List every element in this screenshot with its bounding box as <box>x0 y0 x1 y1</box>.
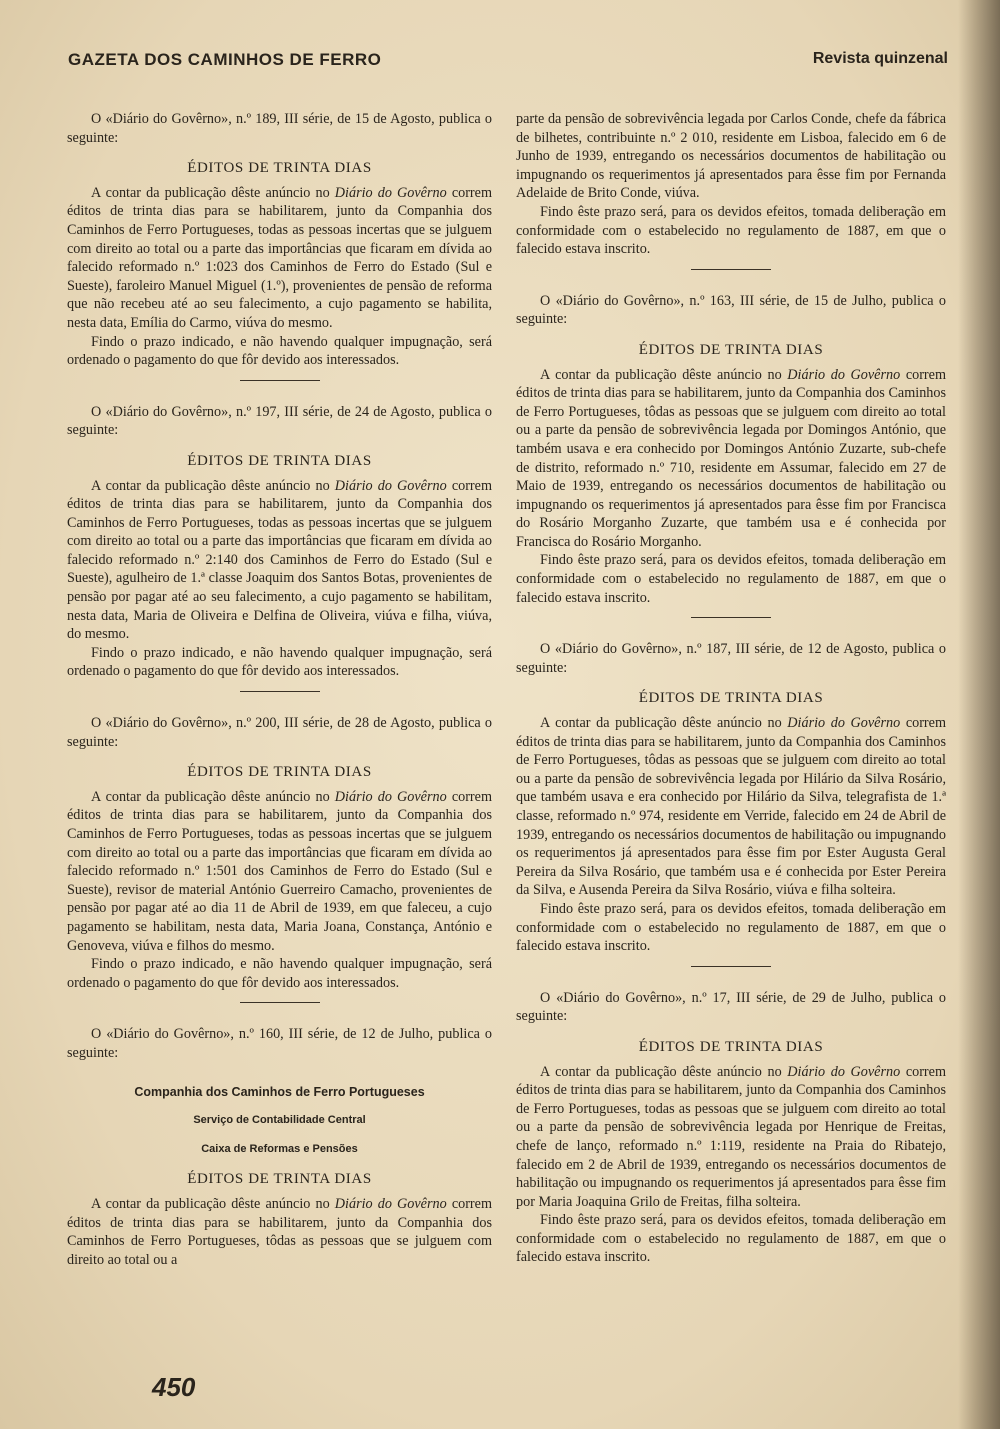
notice-intro: O «Diário do Govêrno», n.º 163, III série, de 15 de Julho, publica o seguinte: <box>516 292 946 328</box>
notice-closing: Findo êste prazo será, para os devidos efeitos, tomada deliberação em conformidade com o estabelecido no regulamento de 1887, em que o falecido estava inscrito. <box>516 203 946 258</box>
separator-rule <box>240 691 320 692</box>
notice-200 <box>67 714 492 992</box>
notice-163 <box>516 292 946 608</box>
separator-rule <box>691 966 771 967</box>
notice-title: ÉDITOS DE TRINTA DIAS <box>187 1171 372 1188</box>
separator-rule <box>691 617 771 618</box>
notice-closing: Findo êste prazo será, para os devidos efeitos, tomada deliberação em conformidade com o estabelecido no regulamento de 1887, em que o falecido estava inscrito. <box>516 900 946 955</box>
notice-body: parte da pensão de sobrevivência legada por Carlos Conde, chefe da fábrica de bilhetes, contribuinte n.º 2 010, residente em Lisboa, falecido em 6 de Junho de 1939, entregando os necessários documentos de habilitação ou impugnando os requerimentos já apresentados para êsse fim por Fernanda Adelaide de Brito Conde, viúva. <box>516 111 946 202</box>
separator-rule <box>240 380 320 381</box>
notice-intro: O «Diário do Govêrno», n.º 197, III série, de 24 de Agosto, publica o seguinte: <box>67 403 492 439</box>
notice-closing: Findo o prazo indicado, e não havendo qualquer impugnação, será ordenado o pagamento do que fôr devido aos interessados. <box>67 644 492 680</box>
notice-closing: Findo o prazo indicado, e não havendo qualquer impugnação, será ordenado o pagamento do que fôr devido aos interessados. <box>67 956 492 991</box>
notice-closing: Findo o prazo indicado, e não havendo qualquer impugnação, será ordenado o pagamento do que fôr devido aos interessados. <box>67 333 492 369</box>
journal-frequency: Revista quinzenal <box>812 50 948 67</box>
notice-intro: O «Diário do Govêrno», n.º 200, III série, de 28 de Agosto, publica o seguinte: <box>67 715 492 750</box>
notice-title: ÉDITOS DE TRINTA DIAS <box>638 690 824 707</box>
right-column <box>516 110 946 1267</box>
separator-rule <box>240 1002 320 1003</box>
notice-title: ÉDITOS DE TRINTA DIAS <box>638 341 824 358</box>
notice-title: ÉDITOS DE TRINTA DIAS <box>187 160 372 177</box>
company-name: Companhia dos Caminhos de Ferro Portugueses <box>134 1084 425 1099</box>
left-column <box>67 110 492 1269</box>
notice-body: A contar da publicação dêste anúncio no Diário do Govêrno correm éditos de trinta dias para se habilitarem, junto da Companhia dos Caminhos de Ferro Portugueses, tôdas as pessoas que se julguem com direito ao total ou a <box>67 1195 492 1268</box>
notice-closing: Findo êste prazo será, para os devidos efeitos, tomada deliberação em conformidade com o estabelecido no regulamento de 1887, em que o falecido estava inscrito. <box>516 552 946 606</box>
notice-body: A contar da publicação dêste anúncio no Diário do Govêrno correm éditos de trinta dias para se habilitarem, junto da Companhia dos Caminhos de Ferro Portugueses, tôdas as pessoas que se julguem com direito ao total ou a parte da pensão de sobrevivência legada por Domingos António, que também usava e era conhecido por Domingos António Zuzarte, sub-chefe de distrito, reformado n.º 710, residente em Assumar, falecido em 27 de Maio de 1939, entregando os necessários documentos de habilitação ou impugnando os requerimentos já apresentados para êsse fim por Francisca do Rosário Morganho Zuzarte, que também usa e é conhecida por Francisca do Rosário Morganho. <box>516 366 946 550</box>
binding-shadow <box>958 0 1000 1429</box>
notice-closing: Findo êste prazo será, para os devidos efeitos, tomada deliberação em conformidade com o estabelecido no regulamento de 1887, em que o falecido estava inscrito. <box>516 1212 946 1266</box>
notice-160 <box>67 1025 492 1269</box>
notice-body: A contar da publicação dêste anúncio no Diário do Govêrno correm éditos de trinta dias para se habilitarem, junto da Companhia dos Caminhos de Ferro Portugueses, todas as pessoas incertas que se julguem com direito ao total ou a parte das importâncias que ficaram em dívida ao falecido reformado n.º 2:140 dos Caminhos de Ferro do Estado (Sul e Sueste), agulheiro de 1.ª classe Joaquim dos Santos Botas, provenientes de pensão por pagar até ao seu falecimento, a cujo pagamento se habilitam, nesta data, Maria de Oliveira e Delfina de Oliveira, viúva e filha, viúva, do mesmo. <box>67 477 492 643</box>
notice-body: A contar da publicação dêste anúncio no Diário do Govêrno correm éditos de trinta dias para se habilitarem, junto da Companhia dos Caminhos de Ferro Portugueses, todas as pessoas que se julguem com direito ao total ou a parte da pensão de sobrevivência legada por Henrique de Freitas, chefe de lanço, reformado n.º 1:119, residente na Praia do Ribatejo, falecido em 2 de Abril de 1939, entregando os necessários documentos de habilitação ou impugnando os requerimentos já apresentados para êsse fim por Maria Joaquina Grilo de Freitas, filha solteira. <box>516 1063 946 1210</box>
notice-160-continued <box>516 110 946 259</box>
notice-17 <box>516 989 946 1267</box>
notice-intro: O «Diário do Govêrno», n.º 160, III série, de 12 de Julho, publica o seguinte: <box>67 1026 492 1061</box>
page-header <box>68 50 948 80</box>
service-name: Serviço de Contabilidade Central <box>193 1114 366 1127</box>
notice-intro: O «Diário do Govêrno», n.º 189, III série, de 15 de Agosto, publica o seguinte: <box>67 111 492 146</box>
notice-body: A contar da publicação dêste anúncio no Diário do Govêrno correm éditos de trinta dias para se habilitarem, junto da Companhia dos Caminhos de Ferro Portugueses, todas as pessoas incertas que se julguem com direito ao total ou a parte das importâncias que ficaram em dívida ao falecido reformado n.º 1:023 dos Caminhos de Ferro do Estado (Sul e Sueste), faroleiro Manuel Miguel (1.º), provenientes de pensão de reforma que não recebeu até ao seu falecimento, a cujo pagamento se habilita, nesta data, Emília do Carmo, viúva do mesmo. <box>67 184 492 331</box>
fund-name: Caixa de Reformas e Pensões <box>201 1142 358 1155</box>
page-number: 450 <box>152 1372 196 1402</box>
journal-title: GAZETA DOS CAMINHOS DE FERRO <box>68 50 382 69</box>
notice-title: ÉDITOS DE TRINTA DIAS <box>638 1038 824 1055</box>
notice-intro: O «Diário do Govêrno», n.º 17, III série, de 29 de Julho, publica o seguinte: <box>516 989 946 1025</box>
notice-body: A contar da publicação dêste anúncio no Diário do Govêrno correm éditos de trinta dias para se habilitarem, junto da Companhia dos Caminhos de Ferro Portugueses, todas as pessoas incertas que se julguem com direito ao total ou a parte das importâncias que ficaram em dívida ao falecido reformado n.º 1:501 dos Caminhos de Ferro do Estado (Sul e Sueste), revisor de material António Guerreiro Camacho, provenientes de pensão por pagar até ao dia 11 de Abril de 1939, em que faleceu, a cujo pagamento se habilitam, nesta data, Maria Joana, Constança, António e Genoveva, viúva e filhos do mesmo. <box>67 788 492 954</box>
notice-title: ÉDITOS DE TRINTA DIAS <box>187 764 372 781</box>
notice-body: A contar da publicação dêste anúncio no Diário do Govêrno correm éditos de trinta dias para se habilitarem, junto da Companhia dos Caminhos de Ferro Portugueses, tôdas as pessoas que se julguem com direito ao total ou a parte da pensão de sobrevivência legada por Hilário da Silva Rosário, que também usava e era conhecido por Hilário da Silva, telegrafista de 1.ª classe, reformado n.º 974, residente em Verride, falecido em 24 de Abril de 1939, entregando os necessários documentos de habilitação ou impugnando os requerimentos já apresentados para êsse fim por Ester Augusta Geral Pereira da Silva Rosário, que também usa e é conhecida por Ester Pereira da Silva, e Ausenda Pereira da Silva Rosário, viúva e filha solteira. <box>516 715 946 899</box>
notice-187 <box>516 640 946 956</box>
notice-197 <box>67 403 492 681</box>
notice-intro: O «Diário do Govêrno», n.º 187, III série, de 12 de Agosto, publica o seguinte: <box>516 641 946 676</box>
notice-189 <box>67 110 492 370</box>
notice-title: ÉDITOS DE TRINTA DIAS <box>187 452 372 469</box>
separator-rule <box>691 269 771 270</box>
